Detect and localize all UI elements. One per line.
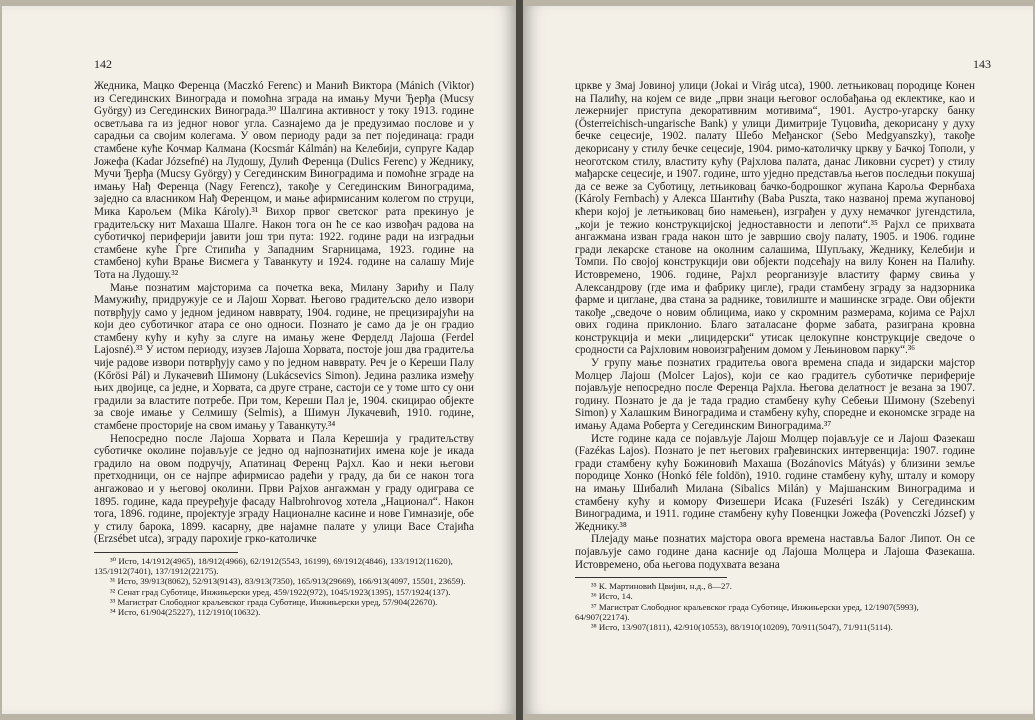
paragraph: Мање познатим мајсторима са почетка века, Милану Зарићу и Палу Мамужићу, придружује се и Лајош Хорват. Његово градитељско дело извори потврђују само у једном једином навврату, 1904. године, не прецизирајући на који део суботичког атара се оно односи. Познато је само да је он градио стамбену кућу и кућу за слуге на имању жене Ферделд Лајоша (Ferdel Lajosné).³³ У истом периоду, изузев Лајоша Хорвата, постоје још два градитеља чије радове извори потврђују само у по једном навврату. Реч је о Кереши Палу (Kőrösi Pál) и Лукачевић Шимону (Lukácsevics Simon). Једина разлика између њих двојице, са једне, и Хорвата, са друге стране, састоји се у томе што су они градили за властите потребе. При том, Кереши Пал је, 1904. скицирао објекте за своје имање у Селмишу (Selmis), а Шимун Лукачевић, 1910. године, стамбене просторије на свом имању у Таванкуту.³⁴ (94, 281, 474, 433)
paragraph: цркве у Змај Јовиној улици (Jokai и Virág utca), 1900. летњиковац породице Конен на Палићу, на којем се виде „први знаци његовог ослобађања од еклектике, као и лежернијег приступа декоративним мотивима“, 1901. Аустро-угарску банку (Österreichisch-ungarische Bank) у улици Димитрије Туцовића, декорисану у духу бечке сецесије, 1902. палату Шебо Међанског (Sebo Medgyanszky), такође декорисану у стилу бечке сецесије, 1904. римо-католичку цркву у Бачкој Тополи, у неоготском стилу, властиту кућу (Рајхлова палата, данас Ликовни сусрет) у стилу мађарске сецесије, и 1907. године, што уједно представља његов последњи покушај да се веже за Суботицу, летњиковац бачко-бодрошког жупана Карољa Фернбаха (Károly Fernbach) у Алекса Шантићу (Baba Puszta, тако названој према жупановој кћери којој је летњиковац био намењен), изграђен у духу немачког југендстила, „који је тежио конструкцијској једноставности и лепоти“.³⁵ Рајхл се прихвата ангажмана изван града након што је завршио своју палату, 1905. и 1906. године гради лекарске станове на околним салашима, Шупљаку, Жеднику, Келебији и Томпи. По својој конструкцији ови објекти подсећају на вилу Конен на Палићу. Истовремено, 1906. године, Рајхл реорганизује властиту фарму свиња у Александрову (где има и фабрику цигле), гради стамбену зграду за надзорника фарме и циглане, два стана за раднике, товилиште и машинске зграде. Ови објекти такође „сведоче о новим облицима, иако у скромним размерама, којима се Рајхл овиx година приклонио. Благо заталасане форме забата, разиграна кровна конструкција и меки „лицидерски“ утисак целокупне конструкције сведоче о сродности са Рајхловим новоизграђеним домом у Лењиновом парку“.³⁶ (575, 80, 975, 357)
book-gutter (516, 0, 523, 720)
footnotes-left (94, 556, 474, 617)
footnote: ³⁶ Исто, 14. (591, 591, 633, 602)
page-number-right: 143 (973, 57, 991, 71)
footnote: ³⁵ К. Мартиновић Цвијин, н.д., 8—27. (591, 581, 732, 592)
footnote: ³⁸ Исто, 13/907(1811), 42/910(10553), 88/1910(10209), 70/911(5047), 71/911(5114). (591, 621, 893, 632)
paragraph: У групу мање познатих градитеља овога времена спада и зидарски мајстор Молцер Лајош (Molcer Lajos), који се као градитељ суботичке периферије појављује непосредно после Ференца Рајхла. Његова делатност је везана за 1907. годину. Познато је да је тада градио стамбену кућу Себењи Шимону (Szebenyi Simon) у Халашким Виноградима и стамбену кућу, споредне и економске зграде на имању Адама Роберта у Сегединским Виноградима.³⁷ (575, 357, 975, 433)
footnote: ³⁷ Магистрат Слободног краљевског града Суботице, Инжињерски уред, 12/1907(5993), 64/907(22174). (575, 601, 919, 622)
footnote: ³⁰ Исто, 14/1912(4965), 18/912(4966), 62/1912(5543, 16199), 69/1912(4846), 133/1912(11620), 135/1912(7401), 137/1912(22175). (94, 555, 453, 577)
footnotes-right (575, 581, 975, 632)
left-page-body (94, 80, 474, 617)
paragraph: Непосредно после Лајоша Хорвата и Пала Керешија у градитељству суботичке околине појављује се једно од најпознатијих имена које је икада градило на овом подручју, Апатинац Ференц Рајхл. Као и неки његови претходници, он се најпре афирмисао радећи у граду, да би се након тога ангажовао и у његовој околини. Први Рајхов ангажман у граду одиграва се 1895. године, када преуређује фасаду Halbrohrovog хотела „Национал“. Након тога, 1896. године, пројектује зграду Националне касине и нове Гимназије, обе у стилу барока, 1899. касарну, две најамне палате у улици Васе Стајића (Erzsébet utca), зграду парохије грко-католичке (94, 432, 474, 546)
paragraph: Плејаду мање познатих мајстора овога времена наставља Балог Липот. Он се појављује само године дана касније од Лајоша Молцера и Лајоша Фазекаша. Истовремено, оба његова подухвата везана (575, 533, 975, 571)
page-number-left: 142 (94, 57, 112, 71)
footnote: ³² Сенат град Суботице, Инжињерски уред, 459/1922(972), 1045/1923(1395), 157/1924(137). (110, 586, 451, 597)
paragraph: Исте године када се појављује Лајош Молцер појављује се и Лајош Фазекаш (Fazékas Lajos). Познато је пет његових грађевинских интервенција: 1907. године гради стамбену кућу Божиновић Махаша (Bozánovics Mátyás) у близини земље породице Хонко (Honkó féle foldön), 1910. године стамбену кућу, шталу и комору на имању Шибалић Милана (Sibalics Milán) у Мајшанским Виноградима и стамбену кућу и комору Физешери Исака (Fuzeséri Iszák) у Сегединским Виноградима, и 1911. године стамбену кућу Повенцки Јожефа (Povenczki József) у Жеднику.³⁸ (575, 432, 975, 533)
footnote: ³³ Магистрат Слободног краљевског града Суботице, Инжињерски уред, 57/904(22670). (110, 596, 438, 607)
footnote: ³¹ Исто, 39/913(8062), 52/913(9143), 83/913(7350), 165/913(29669), 166/913(4097, 15501, 23659). (110, 576, 466, 587)
right-page (523, 6, 1033, 714)
left-page (2, 6, 516, 714)
paragraph: Жедника, Мацко Ференца (Maczkó Ferenc) и Манић Виктора (Mánich (Viktor) из Сегединских Винограда и помоћна зграда на имању Мучи Ђерђа (Mucsy György) из Сегединских Винограда.³⁰ Шалгина активност у току 1913. године осветљава га из једног новог угла. Сазнајемо да је предузимао послове и у сарадњи са својим колегама. У овом периоду ради за пет појединаца: гради стамбене куће Кочмар Калмана (Kocsmár Kálmán) на Келебији, супруге Кадар Јожефа (Kadar Józsefné) на Лудошу, Дулић Ференца (Dulics Ferenc) у Жеднику, Мучи Ђерђа (Mucsy György) у Сегединским Виноградима и помоћне зграде на имању Нађ Ференца (Nagy Ferencz), такође у Сегединским Виноградима, заједно са власником Нађ Ференцом, и мање афирмисаним колегом по струци, Мика Карољем (Mika Károly).³¹ Вихор првог светског рата прекинуо је градитељску нит Махаша Шалге. Након тога он ће се као извођач радова на суботичкој периферији јавити још три пута: 1922. године ради на изградњи стамбене куће Ѓрге Стипића у Западним Ѕгарницама, 1923. године на стамбеној кући Врање Висмега у Таванкуту и 1924. године на салашу Мије Тота на Лудошу.³² (94, 80, 474, 281)
footnote: ³⁴ Исто, 61/904(25227), 112/1910(10632). (110, 606, 261, 617)
right-page-body (575, 80, 975, 632)
